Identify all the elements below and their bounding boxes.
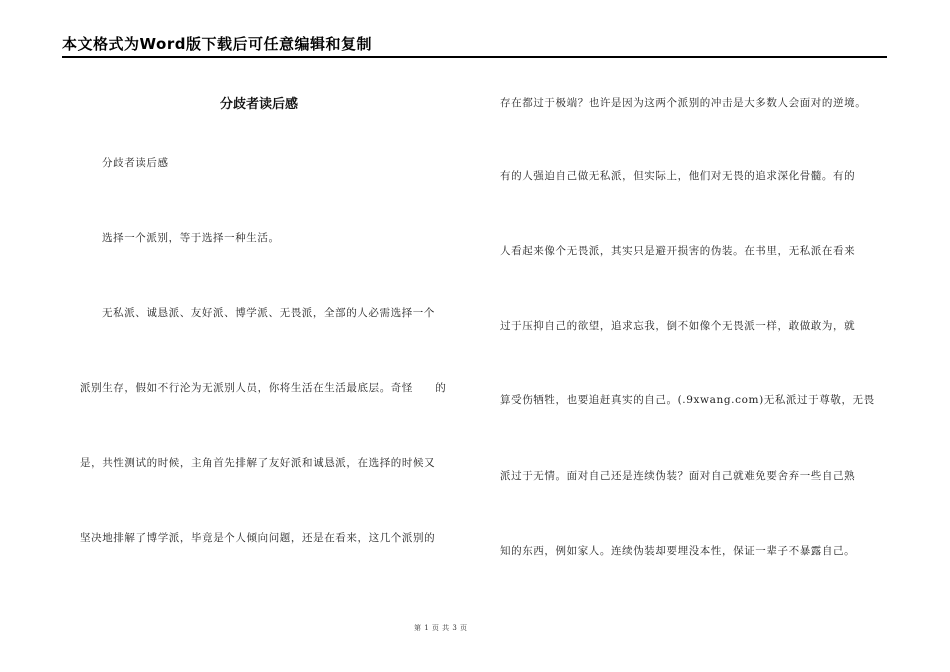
- document-title: 分歧者读后感: [220, 97, 299, 112]
- paragraph-line: 无私派、诚恳派、友好派、博学派、无畏派，全部的人必需选择一个: [102, 307, 435, 319]
- paragraph-line: 存在都过于极端？也许是因为这两个派别的冲击是大多数人会面对的逆境。: [500, 97, 867, 109]
- paragraph-line: 派过于无情。面对自己还是连续伪装？面对自己就难免要舍弃一些自己熟: [500, 470, 856, 482]
- document-banner: 本文格式为Word版下载后可任意编辑和复制: [62, 35, 372, 53]
- paragraph-line: 派别生存，假如不行沦为无派别人员，你将生活在生活最底层。奇怪 的: [80, 382, 447, 394]
- paragraph-line: 分歧者读后感: [102, 157, 169, 169]
- paragraph-line: 坚决地排解了博学派，毕竟是个人倾向问题，还是在看来，这几个派别的: [80, 532, 436, 544]
- header-divider: [62, 56, 887, 58]
- paragraph-line: 人看起来像个无畏派，其实只是避开损害的伪装。在书里，无私派在看来: [500, 245, 856, 257]
- paragraph-line: 有的人强迫自己做无私派，但实际上，他们对无畏的追求深化骨髓。有的: [500, 170, 856, 182]
- paragraph-line: 知的东西，例如家人。连续伪装却要埋没本性，保证一辈子不暴露自己。: [500, 545, 856, 557]
- paragraph-line: 是，共性测试的时候，主角首先排解了友好派和诚恳派，在选择的时候又: [80, 457, 436, 469]
- paragraph-line: 选择一个派别，等于选择一种生活。: [102, 232, 280, 244]
- page-footer: 第 1 页 共 3 页: [414, 624, 468, 632]
- paragraph-line: 过于压抑自己的欲望，追求忘我，倒不如像个无畏派一样，敢做敢为，就: [500, 320, 856, 332]
- paragraph-line: 算受伤牺牲，也要追赶真实的自己。(.9xwang.com)无私派过于尊敬，无畏: [500, 394, 875, 406]
